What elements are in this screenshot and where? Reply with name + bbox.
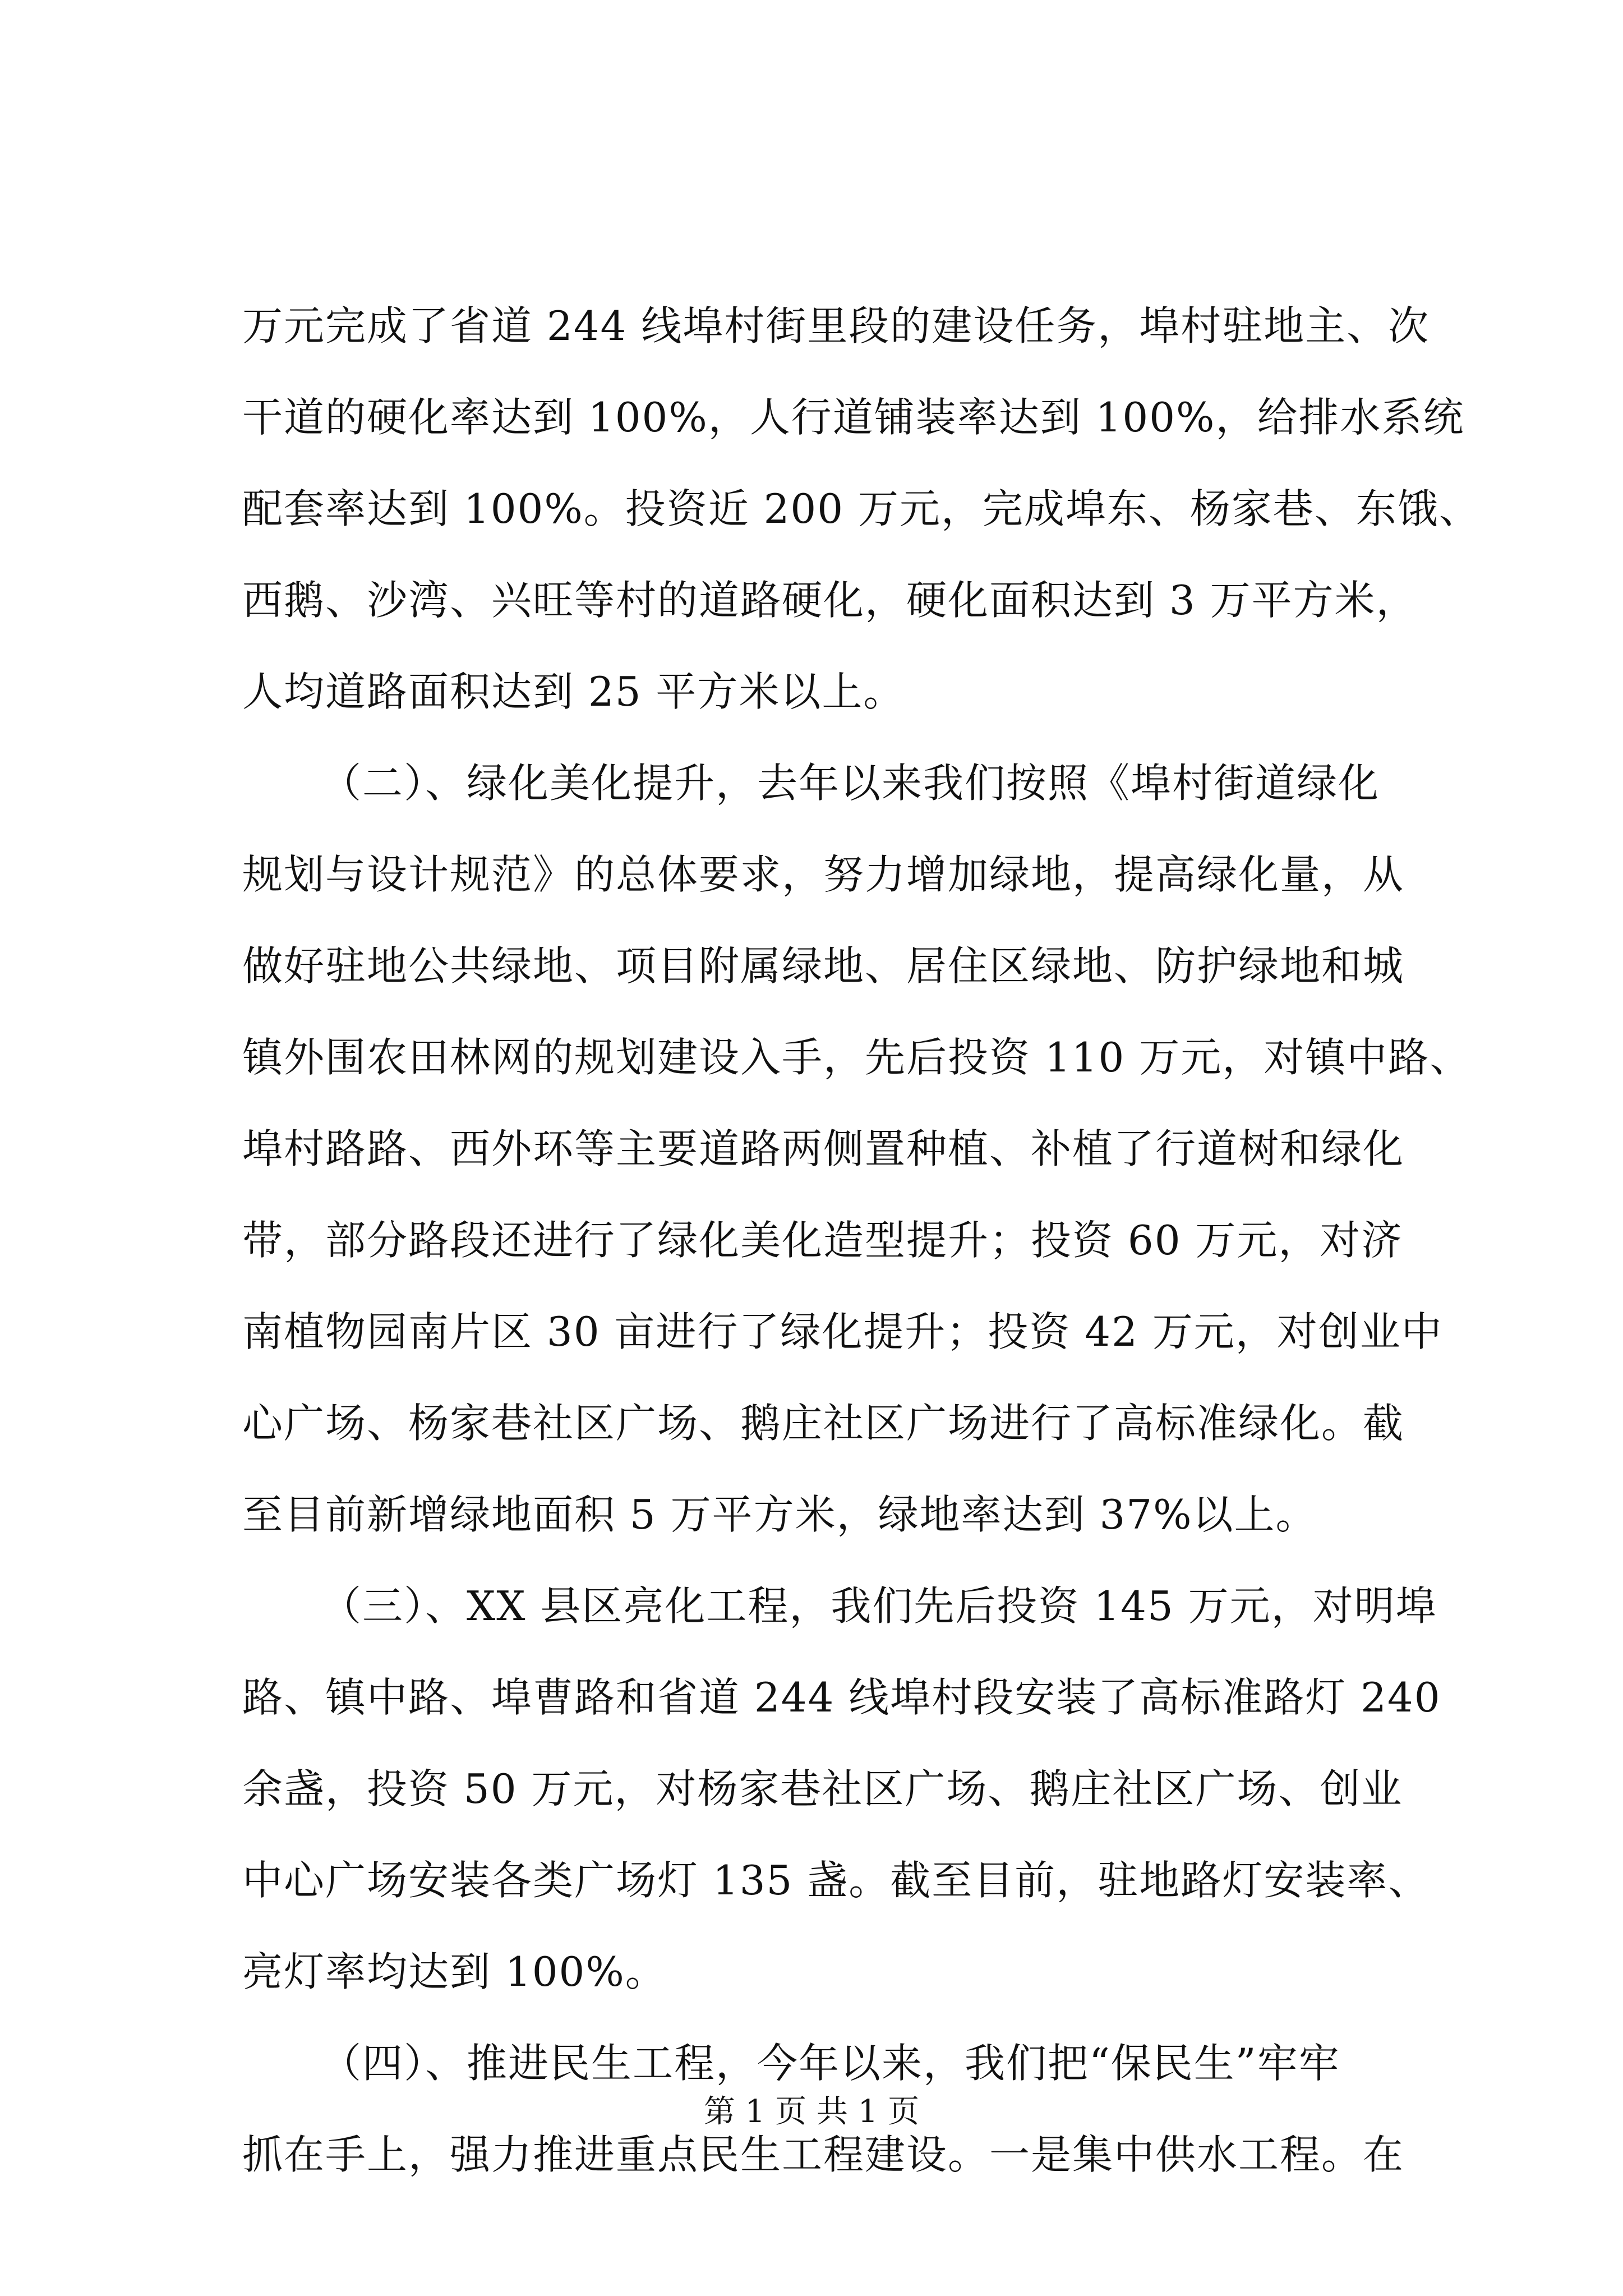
text-line: 万元完成了省道 244 线埠村街里段的建设任务，埠村驻地主、次 [242,302,1430,349]
text-line: 至目前新增绿地面积 5 万平方米，绿地率达到 37%以上。 [242,1491,1317,1538]
text-line: 抓在手上，强力推进重点民生工程建设。一是集中供水工程。在 [242,2131,1405,2178]
text-line: 亮灯率均达到 100%。 [242,1948,667,1995]
paragraph-heading-4: （四）、推进民生工程，今年以来，我们把“保民生”牢牢 [321,2040,1340,2087]
text-line: 做好驻地公共绿地、项目附属绿地、居住区绿地、防护绿地和城 [242,942,1405,990]
text-line: 余盏，投资 50 万元，对杨家巷社区广场、鹅庄社区广场、创业 [242,1765,1403,1812]
body-text [242,280,1481,2201]
text-line: 路、镇中路、埠曹路和省道 244 线埠村段安装了高标准路灯 240 [242,1674,1441,1721]
text-line: 配套率达到 100%。投资近 200 万元，完成埠东、杨家巷、东饿、 [242,485,1481,532]
text-line: 埠村路路、西外环等主要道路两侧置种植、补植了行道树和绿化 [242,1125,1405,1172]
text-line: 中心广场安装各类广场灯 135 盏。截至目前，驻地路灯安装率、 [242,1857,1430,1904]
text-line: 镇外围农田林网的规划建设入手，先后投资 110 万元，对镇中路、 [242,1034,1472,1081]
text-line: 规划与设计规范》的总体要求，努力增加绿地，提高绿化量，从 [242,851,1405,898]
text-line: 心广场、杨家巷社区广场、鹅庄社区广场进行了高标准绿化。截 [242,1400,1405,1447]
paragraph-heading-3: （三）、XX 县区亮化工程，我们先后投资 145 万元，对明埠 [321,1582,1437,1630]
page-number-label: 第 1 页 共 1 页 [703,2093,920,2130]
paragraph-heading-2: （二）、绿化美化提升，去年以来我们按照《埠村街道绿化 [321,760,1380,807]
text-line: 干道的硬化率达到 100%，人行道铺装率达到 100%，给排水系统 [242,394,1465,441]
text-line: 西鹅、沙湾、兴旺等村的道路硬化，硬化面积达到 3 万平方米， [242,577,1418,624]
page-footer [0,2090,1623,2134]
text-line: 人均道路面积达到 25 平方米以上。 [242,668,905,715]
text-line: 带，部分路段还进行了绿化美化造型提升；投资 60 万元，对济 [242,1217,1403,1264]
text-line: 南植物园南片区 30 亩进行了绿化提升；投资 42 万元，对创业中 [242,1308,1443,1355]
